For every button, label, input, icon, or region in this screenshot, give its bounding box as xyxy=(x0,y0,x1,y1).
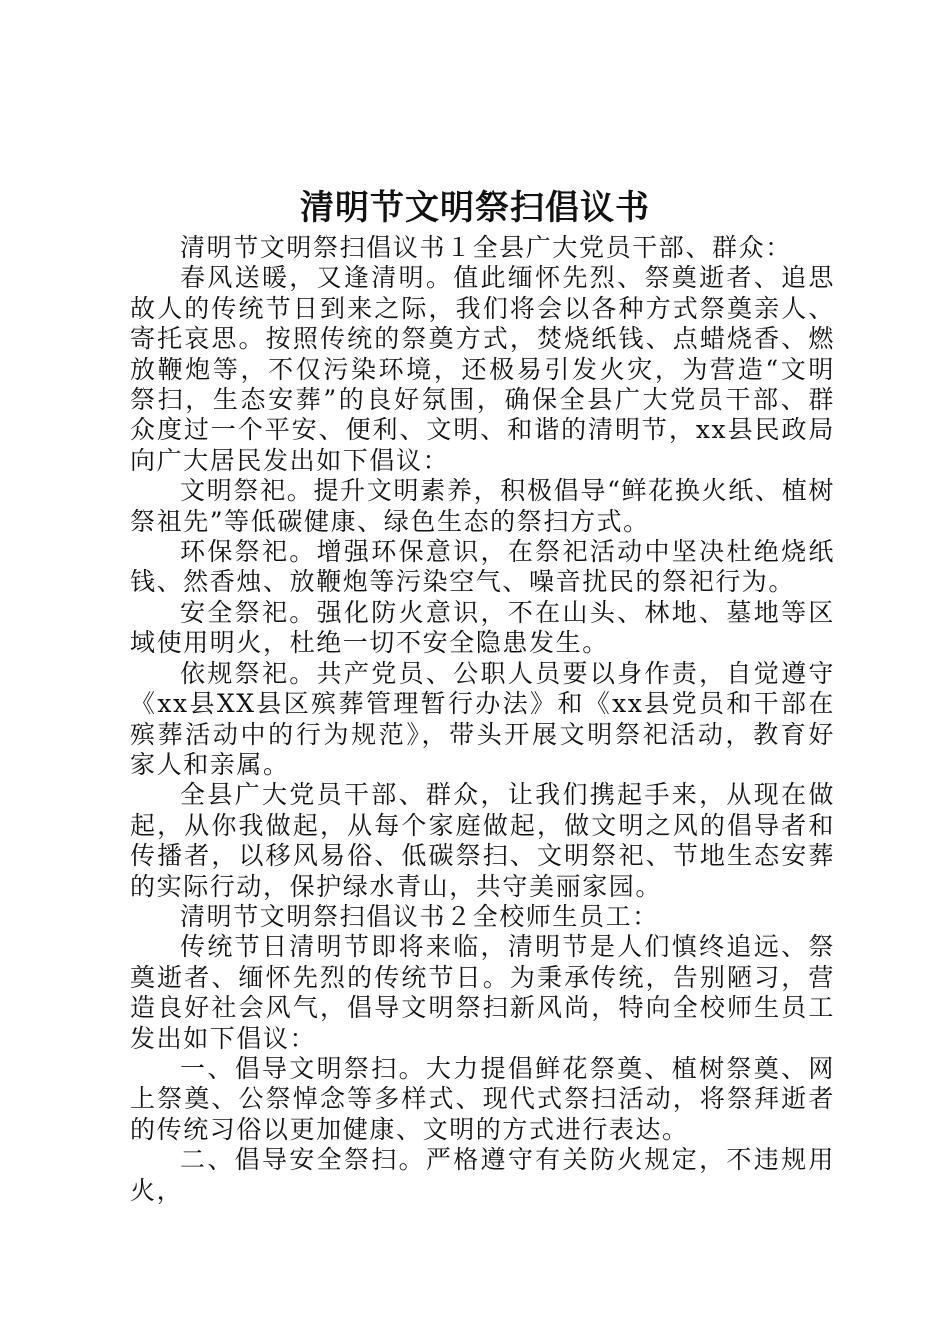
paragraph-proposal-1-heading: 清明节文明祭扫倡议书１全县广大党员干部、群众： xyxy=(180,233,792,262)
paragraph-proposal-2-heading: 清明节文明祭扫倡议书２全校师生员工： xyxy=(180,901,659,931)
paragraph-lawful-worship: 依规祭祀。共产党员、公职人员要以身作责，自觉遵守《xx县XX县区殡葬管理暂行办法》和《xx县党员和干部在殡葬活动中的行为规范》，带头开展文明祭祀活动，教育好家人和亲属。 xyxy=(130,658,835,779)
paragraph-safe-worship: 安全祭祀。强化防火意识，不在山头、林地、墓地等区域使用明火，杜绝一切不安全隐患发生。 xyxy=(130,597,835,658)
document-body xyxy=(130,233,835,1206)
document-title: 清明节文明祭扫倡议书 xyxy=(300,188,650,228)
paragraph-intro: 春风送暖，又逢清明。值此缅怀先烈、祭奠逝者、追思故人的传统节日到来之际，我们将会以各种方式祭奠亲人、寄托哀思。按照传统的祭奠方式，焚烧纸钱、点蜡烧香、燃放鞭炮等，不仅污染环境，还极易引发火灾，为营造“文明祭扫，生态安葬”的良好氛围，确保全县广大党员干部、群众度过一个平安、便利、文明、和谐的清明节，xx县民政局向广大居民发出如下倡议： xyxy=(130,263,835,475)
paragraph-item-two: 二、倡导安全祭扫。严格遵守有关防火规定，不违规用火， xyxy=(130,1145,835,1205)
paragraph-item-one: 一、倡导文明祭扫。大力提倡鲜花祭奠、植树祭奠、网上祭奠、公祭悼念等多样式、现代式祭扫活动，将祭拜逝者的传统习俗以更加健康、文明的方式进行表达。 xyxy=(130,1053,835,1144)
paragraph-civilized-worship: 文明祭祀。提升文明素养，积极倡导“鲜花换火纸、植树祭祖先”等低碳健康、绿色生态的祭扫方式。 xyxy=(130,476,835,536)
paragraph-school-intro: 传统节日清明节即将来临，清明节是人们慎终追远、祭奠逝者、缅怀先烈的传统节日。为秉承传统，告别陋习，营造良好社会风气，倡导文明祭扫新风尚，特向全校师生员工发出如下倡议： xyxy=(130,932,835,1053)
paragraph-eco-worship: 环保祭祀。增强环保意识，在祭祀活动中坚决杜绝烧纸钱、然香烛、放鞭炮等污染空气、噪音扰民的祭祀行为。 xyxy=(130,537,835,597)
paragraph-call-to-action: 全县广大党员干部、群众，让我们携起手来，从现在做起，从你我做起，从每个家庭做起，做文明之风的倡导者和传播者，以移风易俗、低碳祭扫、文明祭祀、节地生态安葬的实际行动，保护绿水青山，共守美丽家园。 xyxy=(130,780,835,901)
